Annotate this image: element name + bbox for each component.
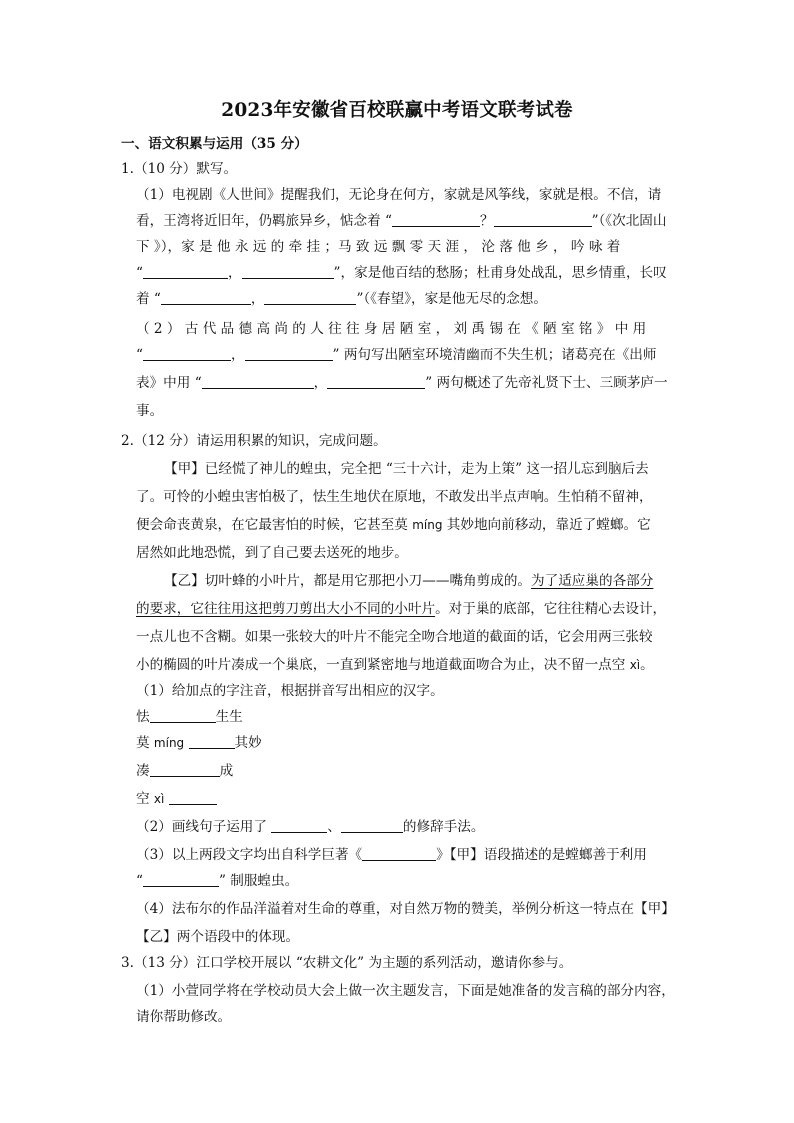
q1-p2-line: 事。 (136, 403, 164, 419)
sub-question: （3）以上两段文字均出自科学巨著《 》【甲】语段描述的是螳螂善于利用 (136, 847, 647, 863)
answer-blank[interactable] (362, 846, 436, 861)
passage-b-line: 小的椭圆的叶片凑成一个巢底，一直到紧密地与地道截面吻合为止，决不留一点空 xì。 (136, 657, 654, 673)
answer-blank[interactable] (150, 708, 216, 723)
answer-blank[interactable] (169, 790, 217, 805)
q1-p1-line: 着 “ ， ”（《春望》，家是他无尽的念想。 (136, 291, 547, 307)
pinyin-item: 莫 míng 其妙 (136, 735, 262, 751)
passage-a-line: 便会命丧黄泉，在它最害怕的时候，它甚至莫 míng 其妙地向前移动，靠近了螳螂。它 (136, 517, 651, 533)
q2-heading: 2.（12 分）请运用积累的知识，完成问题。 (121, 433, 387, 449)
q1-p1-line: 下 》），家 是 他 永 远 的 牵 挂 ；马 致 远 飘 零 天 涯 ， 沦 落 他 乡 ， 吟 咏 着 (136, 239, 621, 255)
sub-question-cont: “ ” 制服蝗虫。 (136, 873, 299, 889)
answer-blank[interactable] (143, 346, 231, 361)
pinyin-item: 怯 生生 (136, 709, 243, 725)
q1-p2-line: （ 2 ） 古 代 品 德 高 尚 的 人 往 往 身 居 陋 室 ， 刘 禹 锡 在 《 陋 室 铭 》 中 用 (136, 321, 647, 337)
sub-question-cont: 请你帮助修改。 (136, 1009, 232, 1025)
answer-blank[interactable] (392, 212, 480, 227)
sub-question: （2）画线句子运用了 、 的修辞手法。 (136, 819, 485, 835)
passage-b-line: 的要求，它往往用这把剪刀剪出大小不同的小叶片。对于巢的底部，它往往精心去设计， (136, 601, 667, 617)
answer-blank[interactable] (242, 264, 334, 279)
q1-p1-line: 看，王湾将近旧年，仍羁旅异乡，惦念着 “ ？ ”（《次北固山 (136, 213, 667, 229)
answer-blank[interactable] (150, 762, 220, 777)
underlined-sentence: 的要求，它往往用这把剪刀剪出大小不同的小叶片 (136, 601, 436, 617)
answer-blank[interactable] (143, 264, 228, 279)
q1-p1-line: “ ， ”，家是他百结的愁肠；杜甫身处战乱，思乡情重，长叹 (136, 265, 667, 281)
answer-blank[interactable] (245, 346, 333, 361)
answer-blank[interactable] (494, 212, 592, 227)
answer-blank[interactable] (143, 872, 219, 887)
q1-heading: 1.（10 分）默写。 (121, 161, 238, 177)
answer-blank[interactable] (327, 374, 425, 389)
passage-a-line: 了。可怜的小蝗虫害怕极了，怯生生地伏在原地，不敢发出半点声响。生怕稍不留神， (136, 489, 653, 505)
passage-b-line: 一点儿也不含糊。如果一张较大的叶片不能完全吻合地道的截面的话，它会用两三张较 (136, 629, 653, 645)
q3-heading: 3.（13 分）江口学校开展以 “农耕文化” 为主题的系列活动，邀请你参与。 (121, 955, 573, 971)
sub-question: （1）给加点的字注音，根据拼音写出相应的汉字。 (136, 683, 444, 699)
q1-p2-line: 表》中用 “ ， ” 两句概述了先帝礼贤下士、三顾茅庐一 (136, 375, 668, 391)
section-heading: 一、语文积累与运用（35 分） (121, 136, 308, 152)
passage-b-line: 【乙】切叶蜂的小叶片，都是用它那把小刀——嘴角剪成的。为了适应巢的各部分 (164, 573, 654, 589)
page-title: 2023年安徽省百校联赢中考语文联考试卷 (221, 100, 573, 121)
sub-question-cont: 【乙】两个语段中的体现。 (136, 929, 300, 945)
q1-p1-line: （1）电视剧《人世间》提醒我们，无论身在何方，家就是风筝线，家就是根。不信，请 (136, 187, 662, 203)
q1-p2-line: “ ， ” 两句写出陋室环境清幽而不失生机；诸葛亮在《出师 (136, 347, 657, 363)
passage-a-line: 居然如此地恐慌，到了自己要去送死的地步。 (136, 545, 408, 561)
answer-blank[interactable] (341, 818, 403, 833)
passage-a-line: 【甲】已经慌了神儿的蝗虫，完全把 “三十六计，走为上策” 这一招儿忘到脑后去 (164, 461, 649, 477)
pinyin-item: 凑 成 (136, 763, 234, 779)
sub-question: （1）小萱同学将在学校动员大会上做一次主题发言，下面是她准备的发言稿的部分内容， (136, 983, 675, 999)
sub-question: （4）法布尔的作品洋溢着对生命的尊重，对自然万物的赞美，举例分析这一特点在【甲】 (136, 901, 675, 917)
answer-blank[interactable] (264, 290, 356, 305)
answer-blank[interactable] (161, 290, 251, 305)
pinyin-item: 空 xì (136, 789, 217, 809)
answer-blank[interactable] (271, 818, 327, 833)
answer-blank[interactable] (189, 734, 235, 749)
answer-blank[interactable] (202, 374, 314, 389)
underlined-sentence: 为了适应巢的各部分 (531, 573, 654, 589)
